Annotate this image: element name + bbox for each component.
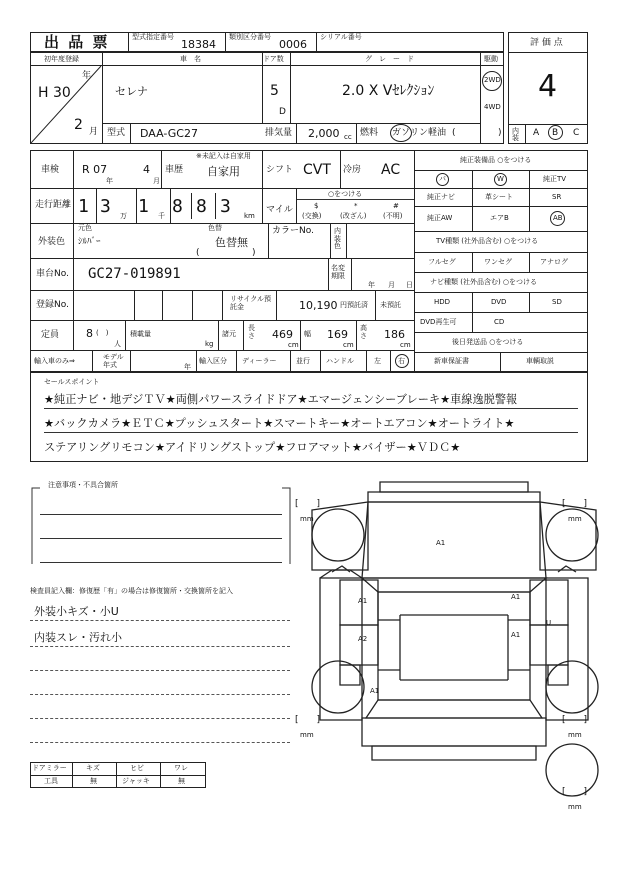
first-reg-year-unit: 年 (82, 71, 92, 81)
mileage-digit-2: 3 (100, 196, 111, 217)
car-diagram (290, 480, 620, 820)
equipment-header: 純正装備品 ○をつける (460, 156, 532, 164)
interior-color-label: 内装色 (334, 227, 341, 251)
mileage-digit-3: 1 (138, 196, 149, 217)
shaken-label: 車検 (41, 165, 60, 175)
missing-door-mirror: ドアミラー (32, 764, 67, 772)
name-change-label: 名変期限 (331, 264, 345, 281)
interior-c: C (573, 128, 580, 138)
diesel-paren-close: ) (498, 128, 502, 138)
orig-color: ｼﾙﾊﾞｰ (78, 237, 101, 247)
dvd-play: DVD再生可 (420, 318, 457, 326)
inspector-label: 検査員記入欄：修復歴「有」の場合は修復箇所・交換箇所を記入 (30, 587, 233, 595)
recycle-label: リサイクル預託金 (230, 295, 272, 312)
interior-label: 内装 (512, 127, 519, 142)
car-manual: 車輌取説 (526, 357, 554, 365)
damage-right-rear-door: A1 (511, 631, 521, 639)
genuine-navi: 純正ナビ (427, 193, 455, 201)
recycle-amount: 10,190 (299, 299, 338, 312)
height-cm: cm (400, 341, 411, 349)
tire-mm-front-right: mm (568, 515, 582, 523)
mileage-exch: (交換) (302, 212, 322, 220)
width-value: 169 (327, 328, 348, 341)
displacement-value: 2,000 (308, 127, 340, 140)
length-cm: cm (288, 341, 299, 349)
power-steering: パ (439, 175, 446, 183)
mileage-digit-5: 8 (196, 196, 207, 217)
inspector-note-2: 内装スレ・汚れ小 (34, 631, 122, 644)
mileage-man: 万 (120, 212, 127, 220)
sunroof: SR (552, 193, 562, 201)
handle-label: ハンドル (326, 357, 354, 365)
sales-line-2: ★バックカメラ★ＥＴＣ★プッシュスタート★スマートキー★オートエアコン★オートライト★ (44, 417, 515, 430)
abs: AB (553, 214, 563, 222)
import-label: 輸入車のみ⇒ (34, 357, 75, 365)
import-dealer: ディーラー (242, 357, 277, 365)
mileage-exch-sym: $ (314, 202, 319, 210)
shaken-month: 4 (143, 163, 150, 176)
interior-a: A (533, 128, 540, 138)
car-name-label: 車 名 (180, 55, 201, 63)
navi-header: ナビ種類 (社外品含む) ○をつける (430, 278, 538, 286)
tire-bracket-spare: [ ] (562, 787, 588, 797)
tv-one-seg: ワンセグ (484, 258, 512, 266)
color-no-label: カラーNo. (272, 226, 314, 236)
capacity-value: 8 (86, 327, 93, 340)
page-title: 出 品 票 (44, 33, 110, 51)
diesel-paren: ( (452, 128, 456, 138)
first-reg-label: 初年度登録 (44, 55, 79, 63)
ac-label: 冷房 (343, 165, 362, 175)
model-value: DAA-GC27 (140, 127, 198, 140)
form-number: 18384 (181, 38, 216, 51)
notes-label: 注意事項・不具合箇所 (48, 481, 118, 489)
recycle-not: 未預託 (380, 301, 401, 309)
category-number: 0006 (279, 38, 307, 51)
tire-bracket-front-left: [ ] (295, 499, 321, 509)
grade-label: グ レ ー ド (365, 55, 414, 63)
mileage-circle-note: ○をつける (328, 190, 363, 198)
damage-right-front-door: A1 (511, 593, 521, 601)
grade-value: 2.0 X Vｾﾚｸｼｮﾝ (342, 83, 435, 99)
model-label: 型式 (107, 128, 126, 138)
name-change-day: 日 (406, 281, 413, 289)
capacity-paren: ( ) (96, 329, 109, 337)
missing-none-2: 無 (178, 777, 185, 785)
sales-line-3: ステアリングリモコン★アイドリングストップ★フロアマット★バイザー★ＶＤＣ★ (44, 441, 461, 454)
color-change-value: 色替無 (215, 236, 248, 249)
fuel-value: ガソリン (392, 128, 429, 138)
tire-mm-rear-left: mm (300, 731, 314, 739)
missing-scratch: キズ (86, 764, 100, 772)
serial-label: シリアル番号 (320, 33, 362, 41)
missing-tools: 工具 (44, 777, 58, 785)
mileage-sen: 千 (158, 212, 165, 220)
sales-label: セールスポイント (44, 378, 100, 386)
genuine-tv: 純正TV (543, 175, 567, 183)
form-number-label: 型式指定番号 (132, 33, 174, 41)
color-paren-close: ) (252, 248, 256, 258)
mileage-label: 走行距離 (35, 200, 72, 210)
tv-full-seg: フルセグ (428, 258, 456, 266)
interior-b: B (552, 128, 559, 138)
chassis-label: 車台No. (36, 269, 69, 279)
new-car-warranty: 新車保証書 (434, 357, 469, 365)
navi-dvd: DVD (491, 298, 507, 306)
color-paren-open: ( (196, 248, 200, 258)
missing-jack: ジャッキ (122, 777, 150, 785)
drive-2wd: 2WD (484, 76, 501, 84)
drive-label: 駆動 (484, 55, 498, 63)
handle-right: 右 (398, 357, 405, 365)
mileage-alter: (改ざん) (340, 212, 367, 220)
car-name: セレナ (115, 85, 148, 98)
navi-hdd: HDD (434, 298, 451, 306)
door-suffix: D (279, 107, 286, 117)
model-year-label: モデル年式 (103, 353, 124, 370)
registration-label: 登録No. (36, 300, 69, 310)
first-reg-month: 2 (74, 117, 83, 133)
name-change-year: 年 (368, 281, 375, 289)
width-label: 幅 (304, 330, 311, 338)
orig-color-label: 元色 (78, 224, 92, 232)
damage-right-slide: U (546, 619, 552, 627)
category-label: 類別区分番号 (229, 33, 271, 41)
tire-bracket-front-right: [ ] (562, 499, 588, 509)
damage-left-front-door: A1 (358, 597, 368, 605)
mileage-unknown-sym: # (393, 202, 399, 210)
first-reg-month-unit: 月 (89, 127, 99, 137)
score-value: 4 (538, 69, 558, 104)
later-header: 後日発送品 ○をつける (452, 338, 524, 346)
damage-hood: A1 (436, 539, 446, 547)
inspector-note-1: 外装小キズ・小U (34, 605, 119, 618)
color-change-label: 色替 (208, 224, 222, 232)
tire-mm-spare: mm (568, 803, 582, 811)
notes-bracket (30, 486, 292, 566)
tire-bracket-rear-left: [ ] (295, 715, 321, 725)
power-window: W (497, 175, 504, 183)
navi-cd: CD (494, 318, 505, 326)
chassis-value: GC27-019891 (88, 266, 181, 282)
load-kg: kg (205, 340, 214, 348)
sales-line-1: ★純正ナビ・地デジＴＶ★両側パワースライドドア★エマージェンシーブレーキ★車線逸脱警報 (44, 393, 518, 406)
length-label: 長さ (248, 324, 255, 340)
history-value: 自家用 (207, 165, 240, 178)
name-change-month: 月 (388, 281, 395, 289)
load-label: 積載量 (130, 330, 151, 338)
damage-left-rear-door: A2 (358, 635, 368, 643)
missing-none-1: 無 (90, 777, 97, 785)
width-cm: cm (343, 341, 354, 349)
mileage-digit-6: 3 (220, 196, 231, 217)
shaken-month-unit: 月 (153, 177, 160, 185)
mileage-unknown: (不明) (383, 212, 403, 220)
damage-left-quarter: A1 (370, 687, 380, 695)
tire-mm-rear-right: mm (568, 731, 582, 739)
ac-value: AC (381, 162, 401, 178)
height-label: 高さ (360, 324, 367, 340)
navi-sd: SD (552, 298, 562, 306)
diesel-label: 軽油 (428, 128, 447, 138)
airbag: エアB (490, 214, 509, 222)
model-year-unit: 年 (184, 363, 191, 371)
import-parallel: 並行 (296, 357, 310, 365)
history-note: ※未記入は自家用 (196, 152, 251, 160)
import-class-label: 輸入区分 (199, 357, 227, 365)
drive-4wd: 4WD (484, 103, 501, 111)
tv-header: TV種類 (社外品含む) ○をつける (436, 237, 539, 245)
mileage-digit-4: 8 (172, 196, 183, 217)
mileage-mile: マイル (266, 205, 293, 215)
door-count: 5 (270, 83, 279, 99)
door-label: ドア数 (263, 55, 284, 63)
shift-label: シフト (266, 165, 294, 175)
recycle-unit: 円預託済 (340, 301, 368, 309)
score-label: 評 価 点 (530, 38, 563, 48)
genuine-aw: 純正AW (427, 214, 453, 222)
history-label: 車歴 (165, 165, 184, 175)
tv-analog: アナログ (540, 258, 568, 266)
mileage-alter-sym: * (354, 202, 358, 210)
tire-bracket-rear-right: [ ] (562, 715, 588, 725)
displacement-label: 排気量 (265, 128, 293, 138)
capacity-label: 定員 (41, 330, 60, 340)
length-value: 469 (272, 328, 293, 341)
missing-break: ワレ (174, 764, 188, 772)
shift-value: CVT (303, 162, 331, 178)
tire-mm-front-left: mm (300, 515, 314, 523)
shaken-era: R 07 (82, 163, 108, 176)
dims-label: 諸元 (222, 330, 236, 338)
fuel-label: 燃料 (360, 128, 379, 138)
color-label: 外装色 (38, 237, 66, 247)
capacity-person: 人 (114, 340, 121, 348)
leather-seat: 革シート (485, 193, 513, 201)
shaken-year-unit: 年 (106, 177, 113, 185)
mileage-km: km (244, 212, 255, 220)
missing-crack: ヒビ (130, 764, 144, 772)
handle-left: 左 (374, 357, 381, 365)
displacement-unit: cc (344, 133, 352, 141)
mileage-digit-1: 1 (78, 196, 89, 217)
height-value: 186 (384, 328, 405, 341)
first-reg-era: H 30 (38, 85, 71, 101)
